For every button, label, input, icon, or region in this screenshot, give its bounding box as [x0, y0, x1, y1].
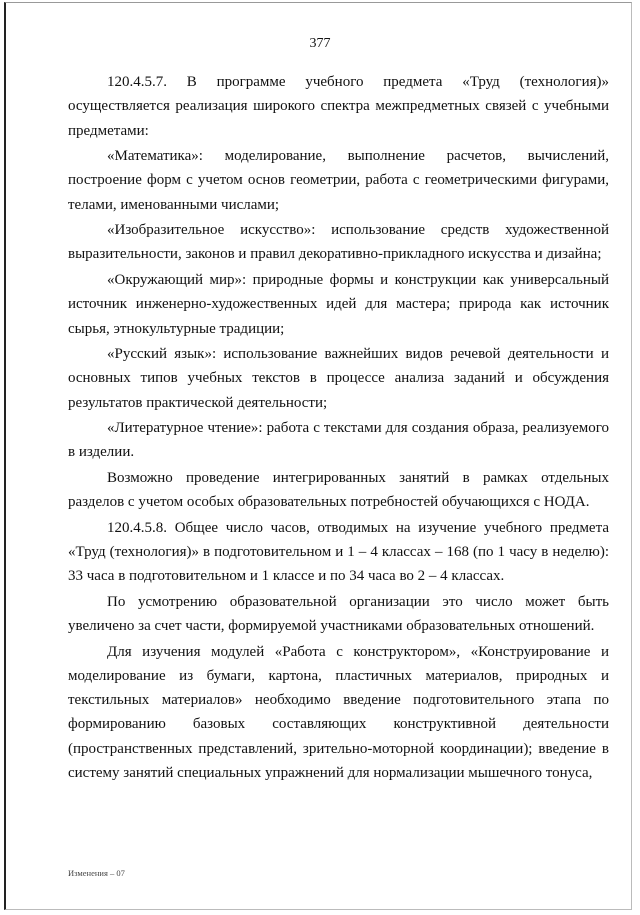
page-number: 377 — [309, 36, 331, 51]
document-body — [68, 70, 609, 786]
paragraph-1: 120.4.5.7. В программе учебного предмета «Труд (технология)» осуществляется реализация широкого спектра межпредметных связей с учебными предметами: — [68, 74, 609, 139]
paragraph-2: «Математика»: моделирование, выполнение расчетов, вычислений, построение форм с учетом основ геометрии, работа с геометрическими фигурами, телами, именованными числами; — [68, 148, 609, 213]
paragraph-9: По усмотрению образовательной организации это число может быть увеличено за счет части, формируемой участниками образовательных отношений. — [68, 593, 609, 635]
footer-note: Изменения – 07 — [68, 868, 125, 878]
paragraph-7: Возможно проведение интегрированных занятий в рамках отдельных разделов с учетом особых образовательных потребностей обучающихся с НОДА. — [68, 469, 609, 511]
paragraph-3: «Изобразительное искусство»: использование средств художественной выразительности, законов и правил декоративно-прикладного искусства и дизайна; — [68, 222, 609, 263]
paragraph-5: «Русский язык»: использование важнейших видов речевой деятельности и основных типов учебных текстов в процессе анализа заданий и обсуждения результатов практической деятельности; — [68, 346, 609, 411]
paragraph-4: «Окружающий мир»: природные формы и конструкции как универсальный источник инженерно-художественных идей для мастера; природа как источник сырья, этнокультурные традиции; — [68, 271, 609, 337]
paragraph-10: Для изучения модулей «Работа с конструктором», «Конструирование и моделирование из бумаги, картона, пластичных материалов, природных и текстильных материалов» необходимо введение подготовительного этапа по формированию базовых составляющих конструктивной деятельности (пространственных представлений, зрительно-моторной координации); введение в систему занятий специальных упражнений для нормализации мышечного тонуса, — [68, 643, 609, 781]
paragraph-6: «Литературное чтение»: работа с текстами для создания образа, реализуемого в изделии. — [68, 420, 609, 461]
paragraph-8: 120.4.5.8. Общее число часов, отводимых на изучение учебного предмета «Труд (технология)» в подготовительном и 1 – 4 классах – 168 (по 1 часу в неделю): 33 часа в подготовительном и 1 классе и по 34 часа во 2 – 4 классах. — [68, 519, 609, 585]
